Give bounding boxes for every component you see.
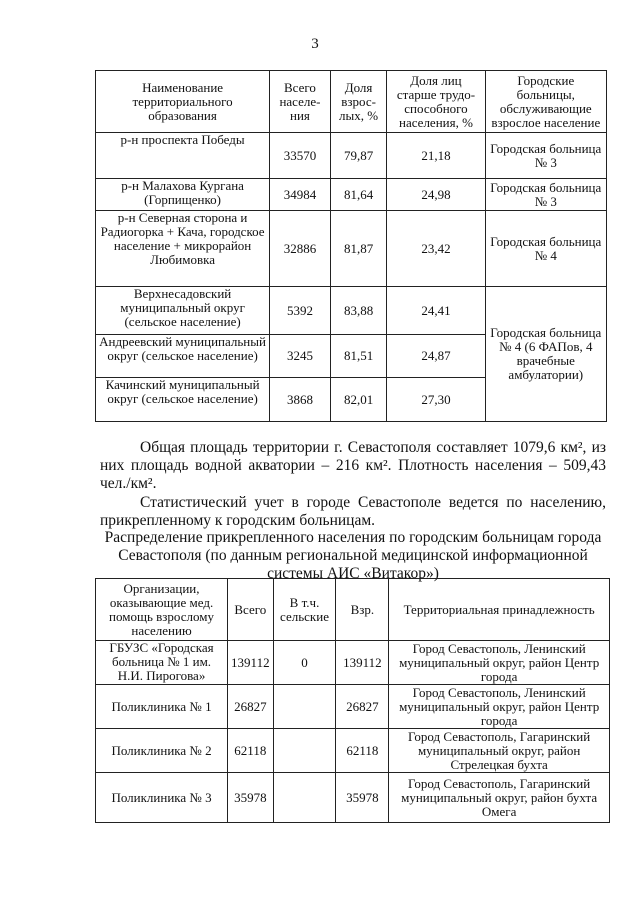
cell-total: 5392: [270, 287, 331, 335]
header-territory: Территориальная принадлежность: [389, 579, 610, 641]
table-row: [96, 641, 610, 685]
cell-organization: Поликлиника № 3: [96, 773, 228, 823]
cell-adult: 139112: [336, 641, 389, 685]
cell-adult: 82,01: [330, 378, 387, 422]
header-hospital: Городские больницы, обслуживающие взрослое население: [485, 71, 606, 133]
header-organization: Организации, оказывающие мед. помощь взрослому населению: [96, 579, 228, 641]
table-row: [96, 287, 607, 335]
cell-total: 3868: [270, 378, 331, 422]
cell-territory: Город Севастополь, Гагаринский муниципальный округ, район бухта Омега: [389, 773, 610, 823]
cell-total: 33570: [270, 133, 331, 179]
header-rural: В т.ч. сельские: [273, 579, 336, 641]
header-adult: Взр.: [336, 579, 389, 641]
cell-total: 34984: [270, 179, 331, 211]
table-row: [96, 179, 607, 211]
cell-total: 35978: [228, 773, 274, 823]
cell-total: 26827: [228, 685, 274, 729]
cell-territory: р-н проспекта Победы: [96, 133, 270, 179]
cell-hospital: Городская больница № 4: [485, 211, 606, 287]
cell-territory: Качинский муниципальный округ (сельское население): [96, 378, 270, 422]
statistics-paragraph: Статистический учет в городе Севастополе ведется по населению, прикрепленному к городским больницам.: [100, 493, 606, 529]
cell-elderly: 27,30: [387, 378, 485, 422]
cell-territory: Город Севастополь, Ленинский муниципальный округ, район Центр города: [389, 641, 610, 685]
header-elderly-share: Доля лиц старше трудо-способного населения, %: [387, 71, 485, 133]
cell-territory: р-н Малахова Кургана (Горпищенко): [96, 179, 270, 211]
page-number: 3: [311, 36, 319, 52]
cell-hospital: Городская больница № 3: [485, 133, 606, 179]
cell-adult: 35978: [336, 773, 389, 823]
cell-total: 62118: [228, 729, 274, 773]
cell-rural: 0: [273, 641, 336, 685]
cell-rural: [273, 773, 336, 823]
cell-adult: 62118: [336, 729, 389, 773]
cell-rural: [273, 729, 336, 773]
cell-hospital-merged: Городская больница № 4 (6 ФАПов, 4 врачебные амбулатории): [485, 287, 606, 422]
attached-population-table: [95, 578, 610, 823]
cell-elderly: 24,41: [387, 287, 485, 335]
table-row: [96, 211, 607, 287]
cell-elderly: 23,42: [387, 211, 485, 287]
cell-elderly: 24,87: [387, 335, 485, 378]
table-row: [96, 773, 610, 823]
cell-organization: Поликлиника № 2: [96, 729, 228, 773]
cell-elderly: 21,18: [387, 133, 485, 179]
cell-rural: [273, 685, 336, 729]
area-density-paragraph: Общая площадь территории г. Севастополя составляет 1079,6 км², из них площадь водной акватории – 216 км². Плотность населения – 509,43 чел./км².: [100, 438, 606, 492]
cell-adult: 81,51: [330, 335, 387, 378]
table-row: [96, 133, 607, 179]
cell-organization: ГБУЗС «Городская больница № 1 им. Н.И. Пирогова»: [96, 641, 228, 685]
cell-hospital: Городская больница № 3: [485, 179, 606, 211]
table-row: [96, 729, 610, 773]
cell-territory: Андреевский муниципальный округ (сельское население): [96, 335, 270, 378]
cell-territory: Верхнесадовский муниципальный округ (сельское население): [96, 287, 270, 335]
header-total: Всего: [228, 579, 274, 641]
header-total: Всего населе-ния: [270, 71, 331, 133]
cell-territory: Город Севастополь, Гагаринский муниципальный округ, район Стрелецкая бухта: [389, 729, 610, 773]
header-adult-share: Доля взрос-лых, %: [330, 71, 387, 133]
cell-total: 139112: [228, 641, 274, 685]
cell-adult: 26827: [336, 685, 389, 729]
table-caption: Распределение прикрепленного населения по городским больницам города Севастополя (по данным региональной медицинской информационной системы АИС «Витакор»): [104, 529, 602, 582]
cell-adult: 83,88: [330, 287, 387, 335]
table-row: [96, 685, 610, 729]
population-table: [95, 70, 607, 422]
cell-total: 32886: [270, 211, 331, 287]
cell-elderly: 24,98: [387, 179, 485, 211]
cell-total: 3245: [270, 335, 331, 378]
cell-territory: Город Севастополь, Ленинский муниципальный округ, район Центр города: [389, 685, 610, 729]
cell-adult: 81,64: [330, 179, 387, 211]
header-territory: Наименование территориального образования: [96, 71, 270, 133]
cell-adult: 81,87: [330, 211, 387, 287]
cell-adult: 79,87: [330, 133, 387, 179]
cell-organization: Поликлиника № 1: [96, 685, 228, 729]
cell-territory: р-н Северная сторона и Радиогорка + Кача, городское население + микрорайон Любимовка: [96, 211, 270, 287]
